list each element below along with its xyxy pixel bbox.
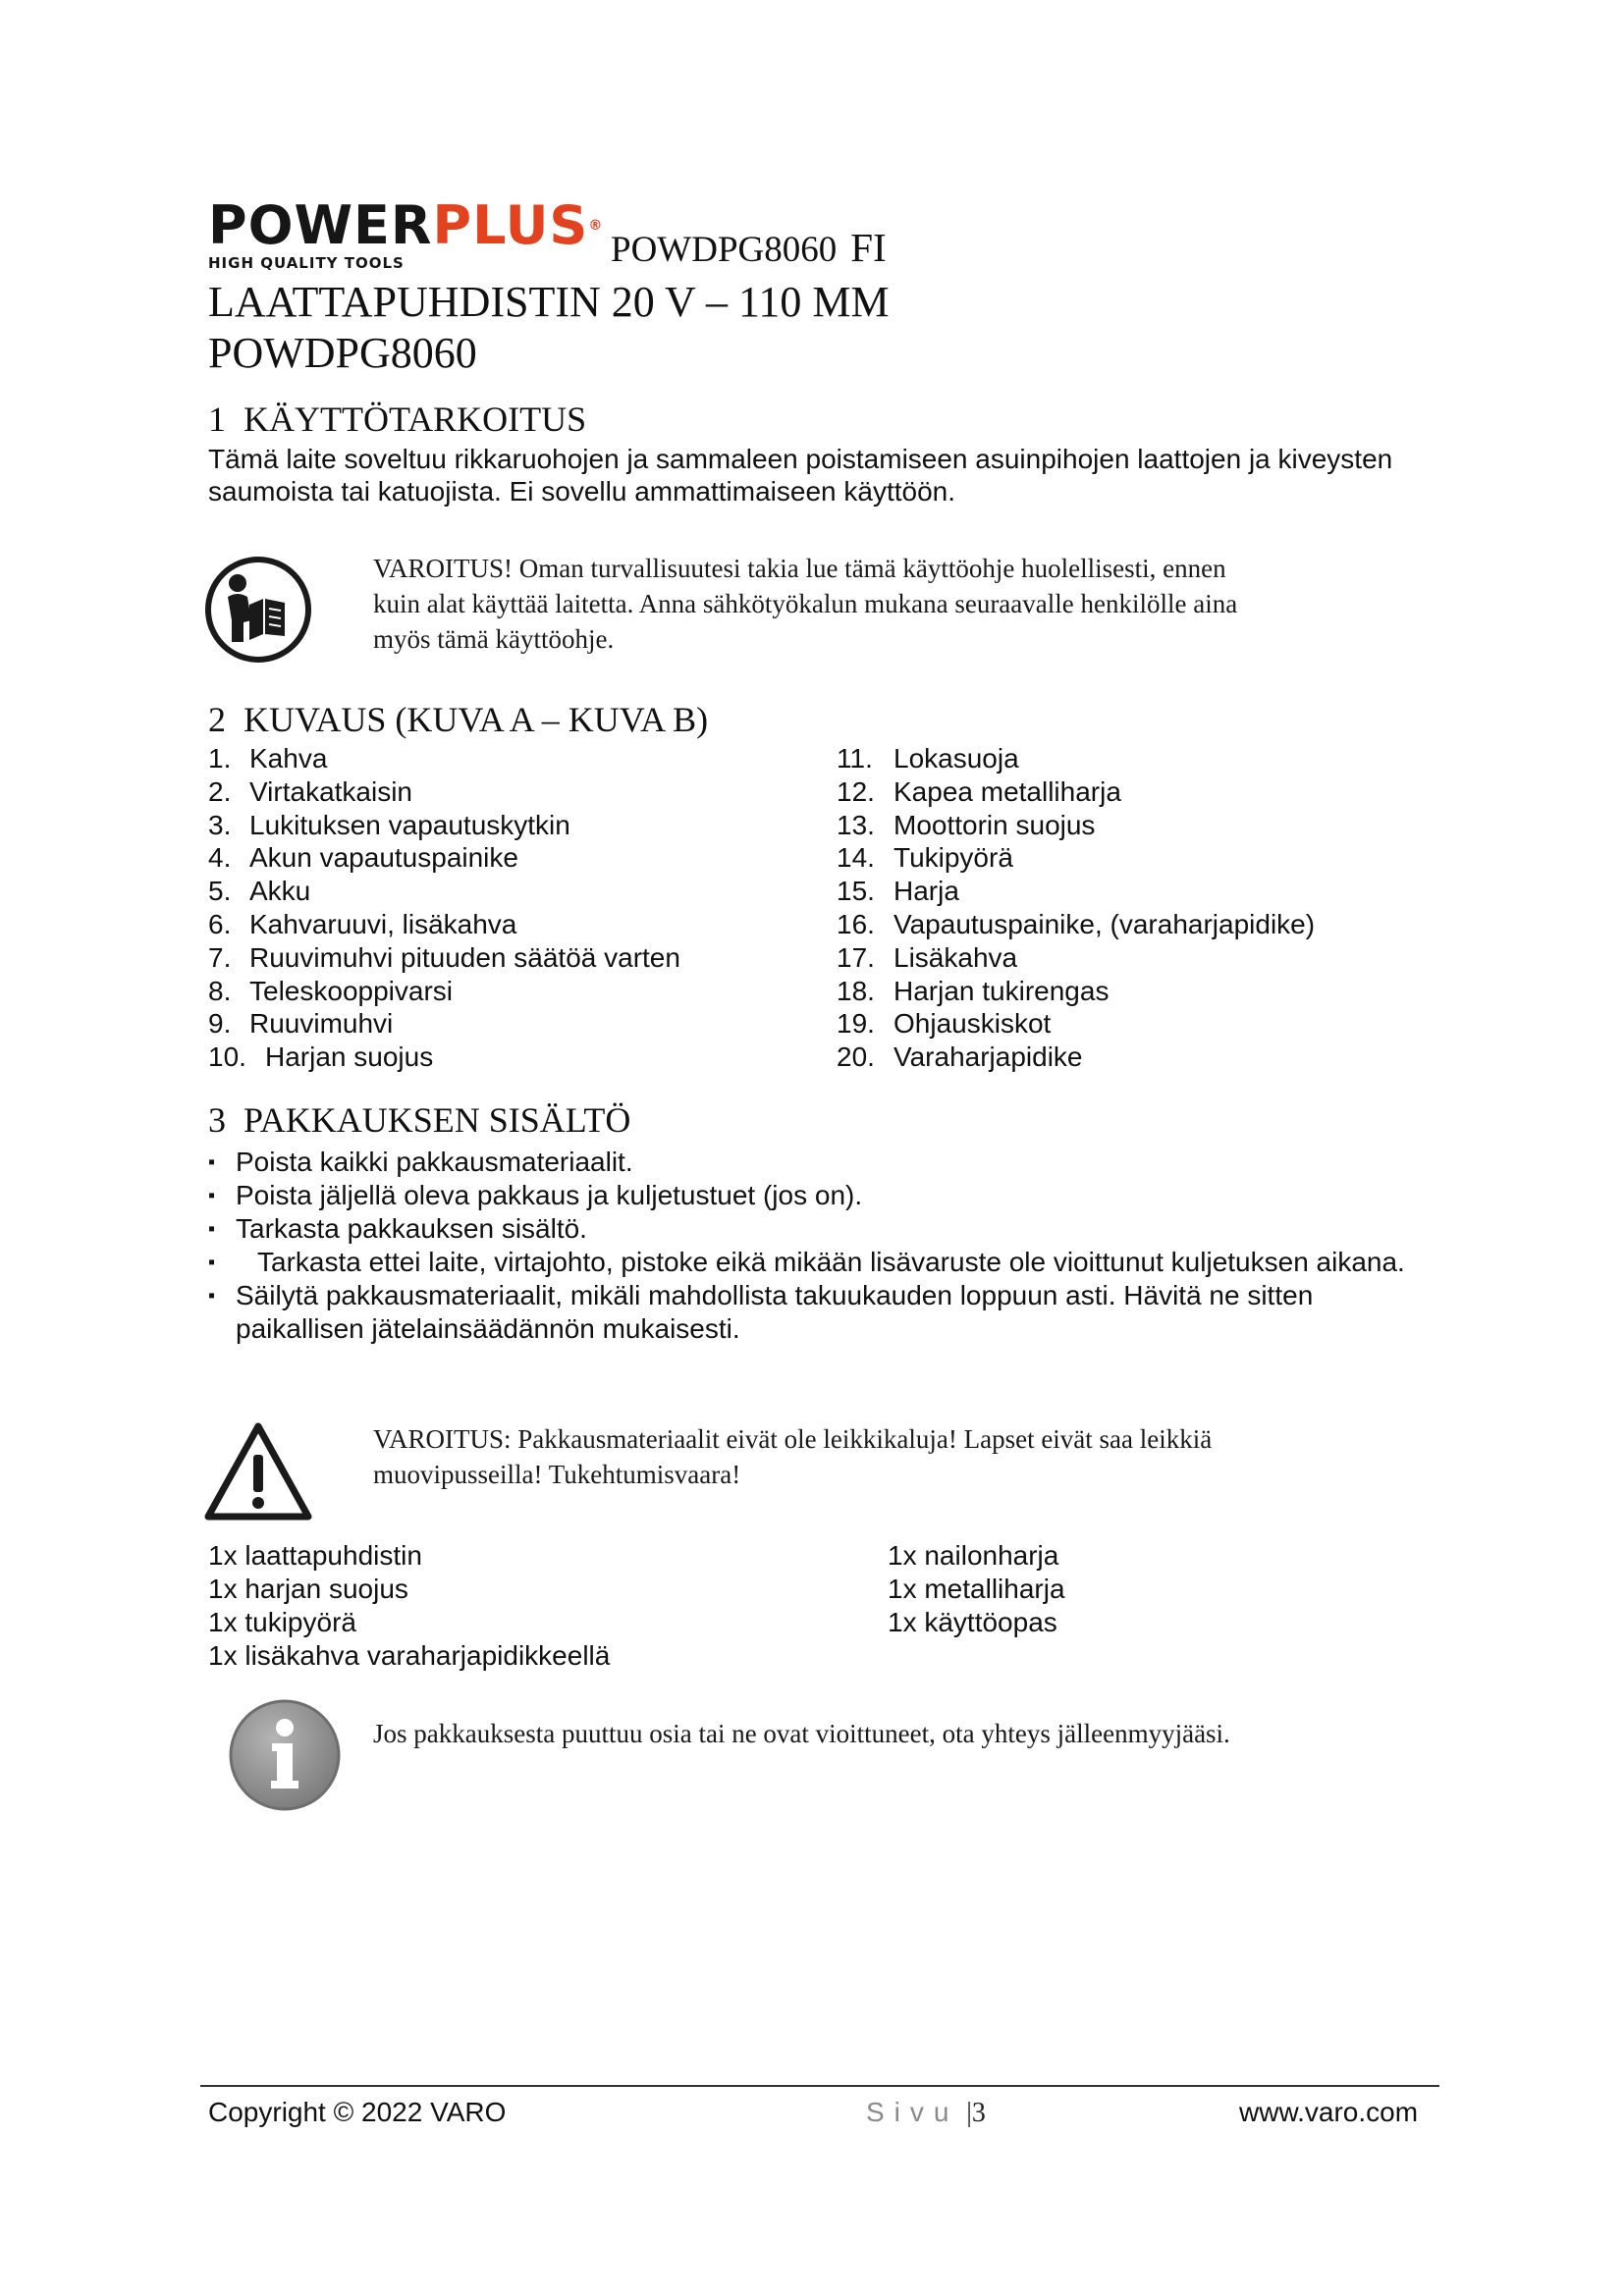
item-label: Virtakatkaisin — [249, 775, 413, 807]
list-item: ▪ Poista jäljellä oleva pakkaus ja kuljetustuet (jos on). — [208, 1179, 1426, 1212]
logo-word-power: POWER — [208, 194, 433, 256]
section-heading-2 — [208, 699, 708, 740]
item-number: 16. — [837, 908, 875, 939]
language-code: FI — [850, 225, 887, 270]
item-label: Kahva — [249, 743, 328, 774]
logo-registered-mark: ® — [588, 218, 604, 234]
item-number: 15. — [837, 876, 875, 907]
item-number: 3. — [208, 809, 232, 840]
list-item: 1x metalliharja — [888, 1574, 1065, 1604]
item-label: Teleskooppivarsi — [249, 975, 453, 1006]
item-number: 10. — [208, 1041, 246, 1073]
list-item — [837, 775, 1315, 809]
list-item — [837, 809, 1315, 842]
item-number: 18. — [837, 975, 875, 1006]
item-label: Varaharjapidike — [893, 1041, 1083, 1073]
list-item — [208, 809, 680, 842]
safety-warning-text: VAROITUS! Oman turvallisuutesi takia lue tämä käyttöohje huolellisesti, ennen kuin alat käyttää laitetta. Anna sähkötyökalun mukana seuraavalle henkilölle aina myös tämä käyttöohje. — [373, 554, 1238, 654]
list-item — [208, 1007, 680, 1041]
footer-page-number — [866, 2097, 986, 2129]
item-label: Tukipyörä — [893, 842, 1013, 874]
item-label: Harjan suojus — [265, 1041, 434, 1073]
item-number: 20. — [837, 1041, 875, 1073]
list-item: 1x käyttöopas — [888, 1607, 1057, 1637]
page-separator: | — [966, 2098, 972, 2128]
item-label: Moottorin suojus — [893, 809, 1096, 840]
model-code: POWDPG8060 — [611, 230, 838, 270]
item-number: 12. — [837, 775, 875, 807]
item-number: 13. — [837, 809, 875, 840]
item-number: 8. — [208, 975, 232, 1006]
list-item: 1x harjan suojus — [208, 1574, 408, 1604]
warning-triangle-icon — [204, 1421, 312, 1522]
footer-copyright: Copyright © 2022 VARO — [208, 2097, 507, 2127]
item-number: 11. — [837, 743, 873, 774]
missing-parts-info-text: Jos pakkauksesta puuttuu osia tai ne ovat vioittuneet, ota yhteys jälleenmyyjääsi. — [373, 1719, 1230, 1748]
section-title: KUVAUS (KUVA A – KUVA B) — [244, 700, 709, 739]
section-title: PAKKAUKSEN SISÄLTÖ — [244, 1100, 631, 1140]
logo-word-plus: PLUS — [432, 194, 589, 256]
list-item — [208, 841, 680, 875]
parts-list-left — [208, 742, 680, 1074]
item-label: Ruuvimuhvi — [249, 1008, 394, 1040]
section-heading-1 — [208, 399, 586, 440]
footer-website: www.varo.com — [1239, 2097, 1419, 2127]
item-label: Akku — [249, 876, 311, 907]
list-item: 1x tukipyörä — [208, 1607, 356, 1637]
section-number: 3 — [208, 1100, 226, 1140]
item-label: Kahvaruuvi, lisäkahva — [249, 908, 517, 939]
item-number: 2. — [208, 775, 232, 807]
list-item — [837, 941, 1315, 975]
item-label: Vapautuspainike, (varaharjapidike) — [893, 908, 1316, 939]
item-number: 17. — [837, 941, 875, 973]
title-line-2: POWDPG8060 — [208, 329, 477, 377]
package-contents-left — [208, 1539, 610, 1673]
page-label: Sivu — [866, 2097, 959, 2127]
model-code-header — [611, 224, 887, 271]
section-heading-3 — [208, 1099, 630, 1141]
list-item — [208, 742, 680, 775]
intended-use-paragraph: Tämä laite soveltuu rikkaruohojen ja sammaleen poistamiseen asuinpihojen laattojen ja kiveysten saumoista tai katuojista. Ei sovellu ammattimaiseen käyttöön. — [208, 444, 1393, 507]
item-label: Harjan tukirengas — [893, 975, 1110, 1006]
list-item — [837, 1041, 1315, 1074]
packaging-warning-text: VAROITUS: Pakkausmateriaalit eivät ole leikkikaluja! Lapset eivät saa leikkiä muovipusseilla! Tukehtumisvaara! — [373, 1424, 1213, 1489]
list-item — [208, 875, 680, 908]
item-label: Lisäkahva — [893, 941, 1018, 973]
item-number: 1. — [208, 743, 232, 774]
list-item — [837, 841, 1315, 875]
item-number: 4. — [208, 842, 232, 874]
list-item — [208, 975, 680, 1008]
item-number: 9. — [208, 1008, 232, 1040]
list-item — [837, 742, 1315, 775]
list-item: ▪ Säilytä pakkausmateriaalit, mikäli mahdollista takuukauden loppuun asti. Hävitä ne sitten paikallisen jätelainsäädännön mukaisesti. — [208, 1279, 1426, 1346]
item-label: Lokasuoja — [893, 743, 1019, 774]
section-number: 2 — [208, 700, 226, 739]
list-item — [837, 875, 1315, 908]
list-item — [208, 908, 680, 941]
item-number: 14. — [837, 842, 875, 874]
title-line-1: LAATTAPUHDISTIN 20 V – 110 MM — [208, 278, 890, 326]
package-contents-right — [888, 1539, 1065, 1639]
footer-divider — [200, 2085, 1439, 2087]
item-label: Ohjauskiskot — [893, 1008, 1052, 1040]
logo-tagline: HIGH QUALITY TOOLS — [208, 254, 405, 272]
item-label: Kapea metalliharja — [893, 775, 1121, 807]
list-item — [208, 941, 680, 975]
document-title — [208, 277, 890, 379]
list-item: ▪ Tarkasta pakkauksen sisältö. — [208, 1212, 1426, 1246]
item-label: Ruuvimuhvi pituuden säätöä varten — [249, 941, 680, 973]
list-item — [837, 908, 1315, 941]
list-item — [208, 1041, 680, 1074]
section-title: KÄYTTÖTARKOITUS — [244, 400, 587, 439]
item-label: Akun vapautuspainike — [249, 842, 518, 874]
list-item: 1x nailonharja — [888, 1540, 1059, 1571]
list-item: ▪ Tarkasta ettei laite, virtajohto, pistoke eikä mikään lisävaruste ole vioittunut kuljetuksen aikana. — [208, 1246, 1426, 1279]
read-manual-icon — [204, 556, 312, 664]
list-item — [837, 975, 1315, 1008]
page-number: 3 — [971, 2098, 986, 2128]
item-number: 6. — [208, 908, 232, 939]
list-item — [208, 775, 680, 809]
item-label: Harja — [893, 876, 959, 907]
info-icon — [228, 1698, 342, 1812]
parts-list-right — [837, 742, 1315, 1074]
list-item: ▪ Poista kaikki pakkausmateriaalit. — [208, 1146, 1426, 1179]
list-item: 1x lisäkahva varaharjapidikkeellä — [208, 1640, 611, 1671]
list-item: 1x laattapuhdistin — [208, 1540, 422, 1571]
brand-logo — [208, 194, 604, 272]
item-number: 5. — [208, 876, 232, 907]
section-number: 1 — [208, 400, 226, 439]
unpacking-bullet-list — [208, 1146, 1426, 1346]
item-number: 19. — [837, 1008, 875, 1040]
item-number: 7. — [208, 941, 232, 973]
list-item — [837, 1007, 1315, 1041]
item-label: Lukituksen vapautuskytkin — [249, 809, 570, 840]
